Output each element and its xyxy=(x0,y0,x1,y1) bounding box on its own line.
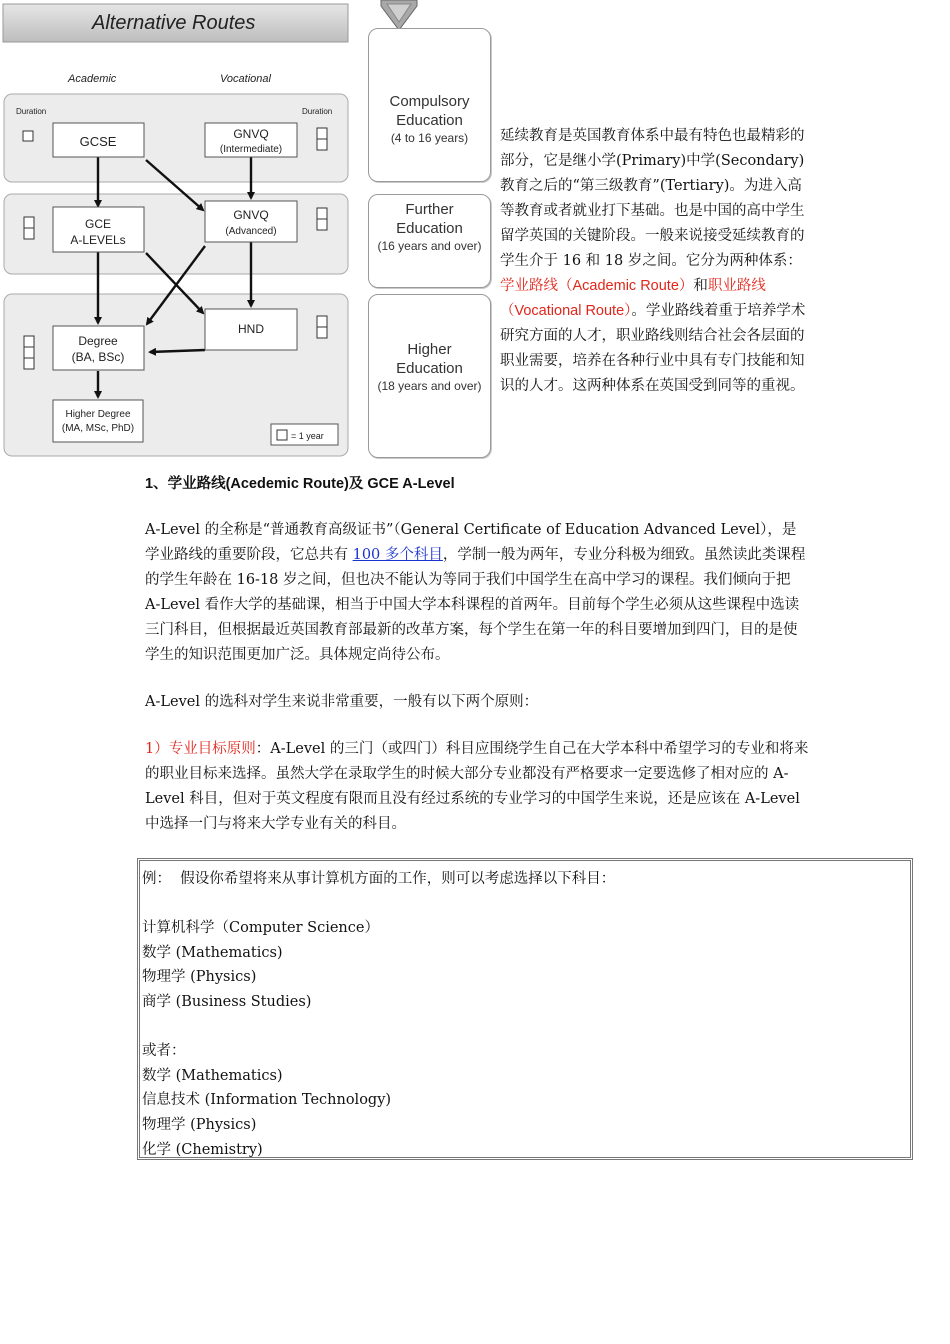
subject-item: 计算机科学（Computer Science） xyxy=(142,920,379,937)
duration-label-left: Duration xyxy=(16,107,47,116)
stage-higher xyxy=(368,294,491,458)
gcse-label: GCSE xyxy=(79,134,117,149)
subject-item: 商学 (Business Studies) xyxy=(142,993,312,1010)
intro-paragraph xyxy=(500,124,810,399)
degree-sub: (BA, BSc) xyxy=(71,350,125,364)
stage-title: Education xyxy=(396,220,463,237)
stage-age: (18 years and over) xyxy=(377,379,482,393)
intro-text: 和 xyxy=(693,278,708,294)
subject-item: 物理学 (Physics) xyxy=(142,969,257,986)
higher-degree-label: Higher Degree xyxy=(65,409,131,420)
subject-item: 数学 (Mathematics) xyxy=(142,944,283,961)
duration-label-right: Duration xyxy=(302,107,333,116)
blank-line xyxy=(142,892,615,917)
stage-title: Education xyxy=(396,360,463,377)
stage-title: Further xyxy=(405,201,454,218)
blank-line xyxy=(142,1015,615,1040)
stage-further xyxy=(368,194,491,288)
gnvq-int-label: GNVQ xyxy=(233,127,269,141)
alevel-description xyxy=(145,518,810,668)
subject-item: 数学 (Mathematics) xyxy=(142,1067,283,1084)
duration-marker xyxy=(317,208,327,219)
vocational-route-term: 职业路线（Vocational Route） xyxy=(500,278,766,319)
duration-marker xyxy=(24,217,34,228)
subjects-link[interactable]: 100 多个科目 xyxy=(352,547,443,563)
gnvq-adv-label: GNVQ xyxy=(233,208,269,222)
example-intro: 例： 假设你希望将来从事计算机方面的工作，则可以考虑选择以下科目： xyxy=(142,871,616,887)
duration-marker xyxy=(317,327,327,338)
higher-degree-box xyxy=(53,400,143,442)
principle-1-title: 1）专业目标原则 xyxy=(145,741,256,757)
subject-item: 信息技术 (Information Technology) xyxy=(142,1092,392,1109)
stage-age: (4 to 16 years) xyxy=(390,131,469,145)
alternative-routes-diagram xyxy=(0,0,352,460)
duration-marker xyxy=(317,128,327,139)
degree-label: Degree xyxy=(78,334,118,348)
stage-title: Compulsory xyxy=(389,93,470,110)
section-heading: 1、学业路线(Acedemic Route)及 GCE A-Level xyxy=(145,476,455,492)
intro-text: 延续教育是英国教育体系中最有特色也最精彩的部分，它是继小学(Primary)中学(Secondary)教育之后的“第三级教育”(Tertiary)。为进入高等教育或者就业打下基础。也是中国的高中学生留学英国的关键阶段。一般来说接受延续教育的学生介于 16 和 18 岁之间。它分为两种体系： xyxy=(500,128,805,269)
duration-marker xyxy=(317,219,327,230)
duration-marker xyxy=(24,347,34,358)
gnvq-int-sub: (Intermediate) xyxy=(219,144,283,155)
hnd-label: HND xyxy=(238,322,264,336)
gce-sub: A-LEVELs xyxy=(70,233,126,247)
example-box xyxy=(137,858,913,1160)
principle-1-text: ：A-Level 的三门（或四门）科目应围绕学生自己在大学本科中希望学习的专业和将来的职业目标来选择。虽然大学在录取学生的时候大部分专业都没有严格要求一定要选修了相对应的 A-Level 科目，但对于英文程度有限而且没有经过系统的专业学习的中国学生来说，还是应该在 A-Level 中选择一门与将来大学专业有关的科目。 xyxy=(145,741,809,832)
stage-age: (16 years and over) xyxy=(377,239,482,253)
diagram-title: Alternative Routes xyxy=(92,12,256,34)
principle-1 xyxy=(145,737,810,837)
higher-degree-sub: (MA, MSc, PhD) xyxy=(61,423,135,434)
duration-marker xyxy=(317,316,327,327)
stage-title: Education xyxy=(396,112,463,129)
vocational-column-label: Vocational xyxy=(220,73,271,85)
academic-route-term: 学业路线（Academic Route） xyxy=(500,278,694,294)
duration-marker xyxy=(317,139,327,150)
duration-marker xyxy=(24,336,34,347)
legend-label: = 1 year xyxy=(291,431,324,441)
duration-marker xyxy=(24,358,34,369)
duration-marker xyxy=(24,228,34,239)
subject-item: 物理学 (Physics) xyxy=(142,1116,257,1133)
subject-item: 化学 (Chemistry) xyxy=(142,1141,263,1158)
example-or: 或者： xyxy=(142,1043,186,1060)
academic-column-label: Academic xyxy=(68,73,117,85)
legend-marker xyxy=(277,430,287,440)
intro-text: 。学业路线着重于培养学术研究方面的人才，职业路线则结合社会各层面的职业需要，培养在各种行业中具有专门技能和知识的人才。这两种体系在英国受到同等的重视。 xyxy=(500,303,806,394)
para-text: ，学制一般为两年，专业分科极为细致。虽然读此类课程的学生年龄在 16-18 岁之间，但也决不能认为等同于我们中国学生在高中学习的课程。我们倾向于把 A-Level 看作大学的基础课，相当于中国大学本科课程的首两年。目前每个学生必须从这些课程中选读三门科目，但根据最近英国教育部最新的改革方案，每个学生在第一年的科目要增加到四门，目的是使学生的知识范围更加广泛。具体规定尚待公布。 xyxy=(145,547,806,663)
duration-marker xyxy=(23,131,33,141)
gce-label: GCE xyxy=(84,217,112,231)
gnvq-adv-sub: (Advanced) xyxy=(225,226,277,237)
selection-intro: A-Level 的选科对学生来说非常重要，一般有以下两个原则： xyxy=(145,694,539,710)
stage-title: Higher xyxy=(407,341,452,358)
para-text: A-Level 的全称是“普通教育高级证书”（General Certificate of Education Advanced Level），是学业路线的重要阶段，它总共有 xyxy=(145,522,797,563)
stage-compulsory xyxy=(368,28,491,182)
